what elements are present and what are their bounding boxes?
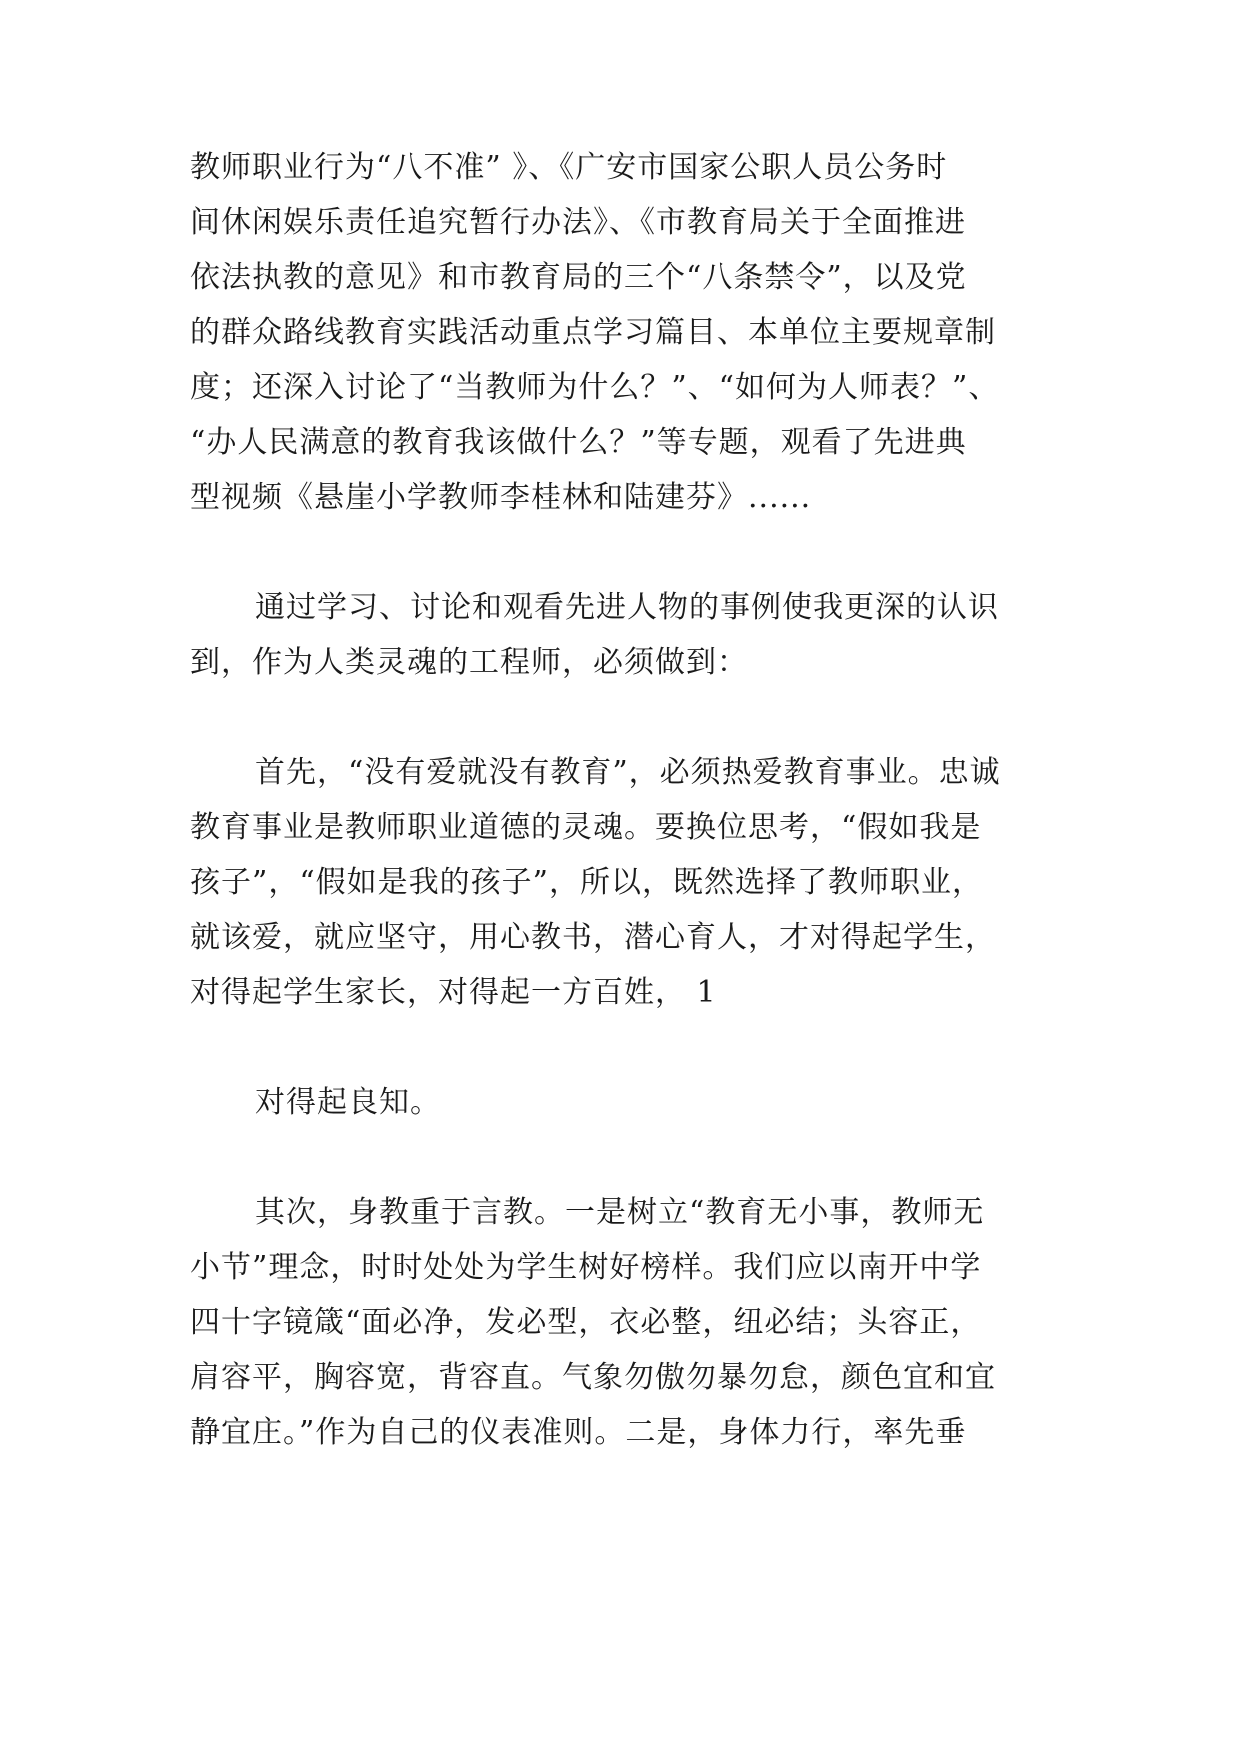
text-line: 静宜庄。”作为自己的仪表准则。二是，身体力行，率先垂 (190, 1415, 967, 1450)
text-line: 到，作为人类灵魂的工程师，必须做到： (190, 645, 748, 680)
paragraph-first-line: 通过学习、讨论和观看先进人物的事例使我更深的认识 (255, 590, 999, 625)
text-line: “办人民满意的教育我该做什么？”等专题，观看了先进典 (190, 425, 967, 460)
text-line: 就该爱，就应坚守，用心教书，潜心育人，才对得起学生， (190, 920, 996, 955)
text-line: 教育事业是教师职业道德的灵魂。要换位思考，“假如我是 (190, 810, 982, 845)
text-line: 肩容平，胸容宽，背容直。气象勿傲勿暴勿怠，颜色宜和宜 (190, 1360, 996, 1395)
text-line: 依法执教的意见》和市教育局的三个“八条禁令”，以及党 (190, 260, 967, 295)
text-line: 型视频《悬崖小学教师李桂林和陆建芬》...... (190, 480, 812, 515)
text-line: 教师职业行为“八不准” 》、《广安市国家公职人员公务时 (190, 150, 948, 185)
text-line: 度；还深入讨论了“当教师为什么？”、“如何为人师表？”、 (190, 370, 1000, 405)
paragraph-first-line: 其次，身教重于言教。一是树立“教育无小事，教师无 (255, 1195, 985, 1230)
text-line: 孩子”，“假如是我的孩子”，所以，既然选择了教师职业， (190, 865, 984, 900)
text-line: 对得起学生家长，对得起一方百姓， 1 (190, 975, 717, 1010)
text-line: 间休闲娱乐责任追究暂行办法》、《市教育局关于全面推进 (190, 205, 966, 240)
text-line: 小节”理念，时时处处为学生树好榜样。我们应以南开中学 (190, 1250, 982, 1285)
paragraph-first-line: 对得起良知。 (255, 1085, 441, 1120)
paragraph-first-line: 首先，“没有爱就没有教育”，必须热爱教育事业。忠诚 (255, 755, 1001, 790)
text-line: 四十字镜箴“面必净，发必型，衣必整，纽必结；头容正， (190, 1305, 982, 1340)
text-line: 的群众路线教育实践活动重点学习篇目、本单位主要规章制 (190, 315, 996, 350)
